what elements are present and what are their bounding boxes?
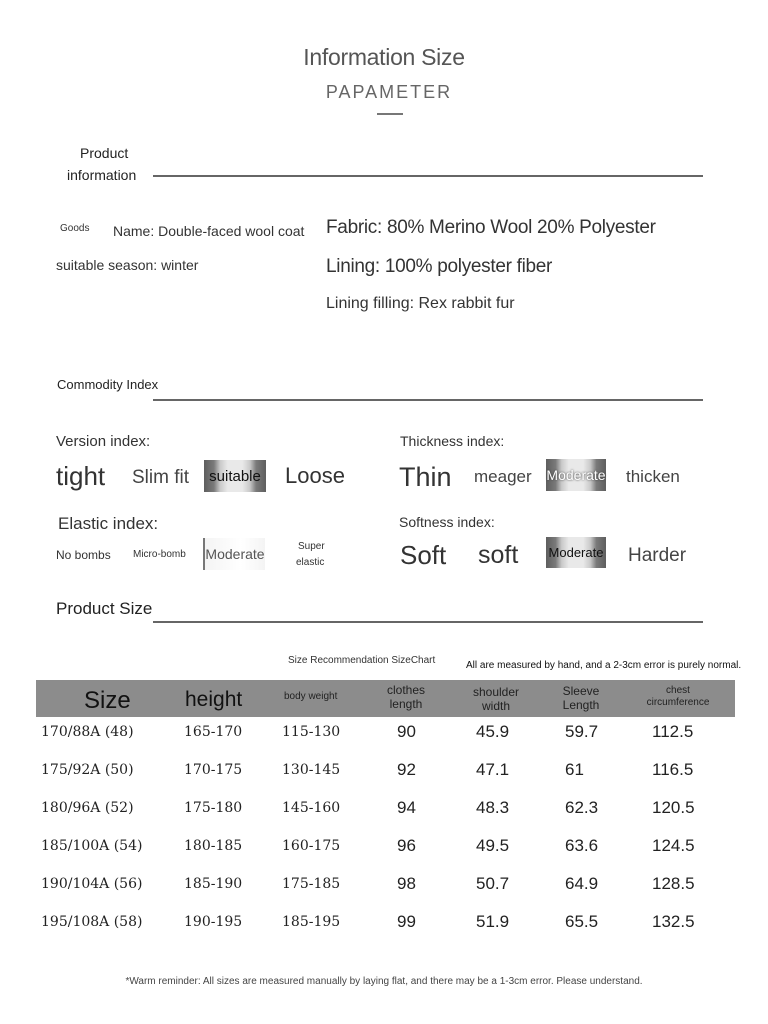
cell-sleeve: 61 <box>565 760 584 779</box>
header-chest-line1: chest <box>666 685 690 696</box>
cell-length: 92 <box>397 760 416 779</box>
thickness-option-moderate: Moderate <box>546 467 606 483</box>
header-shoulder-width-line1: shoulder <box>472 685 520 699</box>
cell-sleeve: 65.5 <box>565 912 599 931</box>
header-sleeve-length <box>551 684 611 713</box>
header-clothes-length-line2: length <box>389 697 423 712</box>
product-size-label: Product Size <box>56 599 153 618</box>
page-title: Information Size <box>303 44 465 70</box>
cell-size: 190/104A (56) <box>41 876 143 892</box>
header-clothes-length <box>376 683 436 712</box>
product-filling: Lining filling: Rex rabbit fur <box>326 295 515 312</box>
product-lining: Lining: 100% polyester fiber <box>326 256 553 277</box>
thickness-selected-highlight <box>546 459 606 491</box>
commodity-index-divider <box>153 399 703 401</box>
cell-height: 165-170 <box>184 724 243 740</box>
product-season: suitable season: winter <box>56 257 199 273</box>
thickness-option-meager: meager <box>474 467 532 486</box>
cell-weight: 130-145 <box>282 762 341 778</box>
product-info-divider <box>153 175 703 177</box>
cell-length: 94 <box>397 798 416 817</box>
elastic-option-no-bombs: No bombs <box>56 548 111 562</box>
version-option-loose: Loose <box>285 463 345 488</box>
header-clothes-length-line1: clothes <box>386 683 426 697</box>
header-body-weight: body weight <box>284 691 338 702</box>
cell-shoulder: 48.3 <box>476 798 510 817</box>
header-chest-line2: circumference <box>646 697 710 708</box>
header-shoulder-width <box>466 685 526 714</box>
goods-label: Goods <box>60 223 90 234</box>
cell-height: 175-180 <box>184 800 243 816</box>
cell-size: 170/88A (48) <box>41 724 134 740</box>
measurement-note: All are measured by hand, and a 2-3cm error is purely normal. <box>466 660 742 671</box>
cell-weight: 175-185 <box>282 876 341 892</box>
product-size-divider <box>153 621 703 623</box>
version-option-slim-fit: Slim fit <box>132 467 189 488</box>
cell-size: 180/96A (52) <box>41 800 134 816</box>
cell-size: 175/92A (50) <box>41 762 134 778</box>
cell-chest: 120.5 <box>652 798 695 817</box>
elastic-index-label: Elastic index: <box>58 514 159 533</box>
cell-weight: 185-195 <box>282 914 341 930</box>
elastic-selected-highlight <box>203 538 265 570</box>
cell-shoulder: 45.9 <box>476 722 510 741</box>
product-name: Name: Double-faced wool coat <box>113 223 305 239</box>
cell-length: 96 <box>397 836 416 855</box>
cell-height: 180-185 <box>184 838 243 854</box>
cell-weight: 160-175 <box>282 838 341 854</box>
cell-length: 90 <box>397 722 416 741</box>
header-size: Size <box>84 687 131 714</box>
cell-length: 98 <box>397 874 416 893</box>
cell-length: 99 <box>397 912 416 931</box>
header-height: height <box>185 688 243 711</box>
cell-shoulder: 50.7 <box>476 874 510 893</box>
header-shoulder-width-line2: width <box>481 699 510 714</box>
product-fabric: Fabric: 80% Merino Wool 20% Polyester <box>326 217 656 238</box>
thickness-option-thin: Thin <box>399 462 452 492</box>
cell-chest: 116.5 <box>652 760 694 779</box>
version-index-label: Version index: <box>56 433 151 450</box>
softness-option-soft-1: Soft <box>400 540 447 570</box>
softness-selected-highlight <box>546 537 606 568</box>
page-subtitle: PAPAMETER <box>325 82 453 102</box>
cell-chest: 132.5 <box>652 912 695 931</box>
cell-sleeve: 62.3 <box>565 798 599 817</box>
cell-height: 185-190 <box>184 876 243 892</box>
version-option-tight: tight <box>56 461 106 491</box>
version-selected-highlight <box>204 460 266 492</box>
size-table-header <box>36 680 735 717</box>
cell-chest: 128.5 <box>652 874 695 893</box>
elastic-option-elastic: elastic <box>296 557 325 568</box>
header-sleeve-length-line1: Sleeve <box>562 684 600 698</box>
cell-size: 195/108A (58) <box>41 914 143 930</box>
cell-shoulder: 49.5 <box>476 836 510 855</box>
warm-reminder: *Warm reminder: All sizes are measured manually by laying flat, and there may be a 1-3cm error. Please understand. <box>125 976 643 987</box>
product-info-label-line2: information <box>67 167 137 183</box>
elastic-option-super: Super <box>298 541 325 552</box>
elastic-option-moderate: Moderate <box>205 546 265 562</box>
cell-weight: 145-160 <box>282 800 341 816</box>
softness-option-moderate: Moderate <box>548 545 604 560</box>
softness-index-label: Softness index: <box>399 514 495 530</box>
cell-chest: 124.5 <box>652 836 695 855</box>
cell-weight: 115-130 <box>282 724 341 740</box>
header-sleeve-length-line2: Length <box>562 698 600 713</box>
cell-size: 185/100A (54) <box>41 838 143 854</box>
thickness-option-thicken: thicken <box>626 467 680 486</box>
cell-shoulder: 47.1 <box>476 760 510 779</box>
cell-sleeve: 59.7 <box>565 722 599 741</box>
cell-height: 190-195 <box>184 914 243 930</box>
size-chart-title: Size Recommendation SizeChart <box>288 655 436 666</box>
softness-option-soft-2: soft <box>478 541 519 569</box>
commodity-index-label: Commodity Index <box>57 377 159 392</box>
thickness-index-label: Thickness index: <box>400 433 505 449</box>
elastic-option-micro-bomb: Micro-bomb <box>133 549 186 560</box>
cell-chest: 112.5 <box>652 722 694 741</box>
cell-sleeve: 64.9 <box>565 874 599 893</box>
cell-shoulder: 51.9 <box>476 912 510 931</box>
version-option-suitable: suitable <box>209 467 261 485</box>
cell-sleeve: 63.6 <box>565 836 599 855</box>
header-chest-circumference <box>633 685 723 709</box>
title-divider <box>377 113 403 115</box>
softness-option-harder: Harder <box>628 545 687 566</box>
cell-height: 170-175 <box>184 762 243 778</box>
product-info-label-line1: Product <box>80 145 129 161</box>
